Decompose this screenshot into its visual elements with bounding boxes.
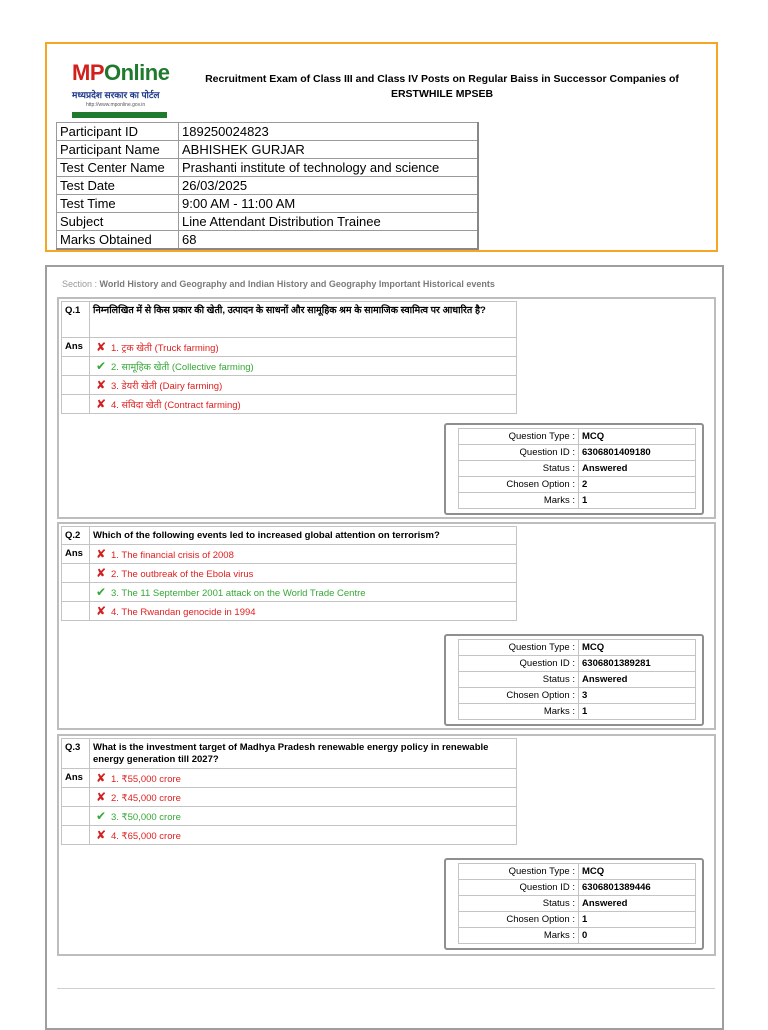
question-block: [57, 522, 716, 730]
meta-value: Answered: [579, 896, 696, 912]
meta-value: 2: [579, 477, 696, 493]
question-number: Q.3: [62, 739, 90, 769]
meta-value: MCQ: [579, 640, 696, 656]
response-sheet: [45, 265, 724, 1030]
meta-label: Marks :: [459, 928, 579, 944]
option-row: [62, 807, 517, 826]
info-value: 9:00 AM - 11:00 AM: [179, 195, 479, 213]
info-label: Test Center Name: [57, 159, 179, 177]
info-row: [57, 195, 479, 213]
option-wrong: [90, 376, 517, 395]
check-icon: ✔: [95, 809, 107, 823]
question-table: [61, 526, 517, 621]
question-number: Q.2: [62, 527, 90, 545]
info-row: [57, 123, 479, 141]
meta-row-id: [459, 656, 696, 672]
option-correct: [90, 357, 517, 376]
meta-row-id: [459, 445, 696, 461]
check-icon: ✔: [95, 585, 107, 599]
option-correct: [90, 807, 517, 826]
meta-label: Status :: [459, 672, 579, 688]
meta-label: Status :: [459, 896, 579, 912]
option-row: [62, 564, 517, 583]
cross-icon: ✘: [95, 566, 107, 580]
meta-label: Question ID :: [459, 880, 579, 896]
option-row: [62, 338, 517, 357]
ans-spacer: [62, 583, 90, 602]
section-name: World History and Geography and Indian History and Geography Important Historical events: [99, 279, 495, 289]
option-row: [62, 788, 517, 807]
meta-row-marks: [459, 493, 696, 509]
question-block: [57, 734, 716, 956]
option-wrong: [90, 788, 517, 807]
option-row: [62, 395, 517, 414]
cross-icon: ✘: [95, 378, 107, 392]
option-row: [62, 545, 517, 564]
meta-row-status: [459, 896, 696, 912]
check-icon: ✔: [95, 359, 107, 373]
ans-spacer: [62, 807, 90, 826]
question-meta: [444, 423, 704, 515]
meta-label: Chosen Option :: [459, 688, 579, 704]
option-row: [62, 602, 517, 621]
exam-header: [45, 42, 718, 252]
ans-label: Ans: [62, 545, 90, 564]
ans-spacer: [62, 564, 90, 583]
ans-label: Ans: [62, 769, 90, 788]
meta-row-type: [459, 640, 696, 656]
meta-row-chosen: [459, 688, 696, 704]
option-text: 1. ₹55,000 crore: [111, 774, 181, 785]
info-value: Line Attendant Distribution Trainee: [179, 213, 479, 231]
ans-spacer: [62, 376, 90, 395]
meta-label: Question ID :: [459, 656, 579, 672]
meta-row-id: [459, 880, 696, 896]
info-row: [57, 177, 479, 195]
option-row: [62, 826, 517, 845]
cross-icon: ✘: [95, 340, 107, 354]
question-meta-table: [458, 639, 696, 720]
logo-wordmark: MPOnline: [72, 60, 170, 85]
option-text: 3. ₹50,000 crore: [111, 812, 181, 823]
cross-icon: ✘: [95, 790, 107, 804]
question-text: What is the investment target of Madhya Pradesh renewable energy policy in renewable energy generation till 2027?: [90, 739, 517, 769]
option-wrong: [90, 338, 517, 357]
option-wrong: [90, 545, 517, 564]
option-text: 4. The Rwandan genocide in 1994: [111, 607, 256, 618]
question-meta-table: [458, 428, 696, 509]
meta-label: Marks :: [459, 704, 579, 720]
ans-spacer: [62, 602, 90, 621]
logo-subtitle: मध्यप्रदेश सरकार का पोर्टल: [72, 90, 160, 100]
meta-label: Chosen Option :: [459, 477, 579, 493]
option-row: [62, 583, 517, 602]
question-meta: [444, 858, 704, 950]
ans-label: Ans: [62, 338, 90, 357]
meta-value: MCQ: [579, 864, 696, 880]
question-table: [61, 738, 517, 845]
info-value: ABHISHEK GURJAR: [179, 141, 479, 159]
meta-row-marks: [459, 704, 696, 720]
info-row: [57, 141, 479, 159]
option-wrong: [90, 769, 517, 788]
option-text: 4. संविदा खेती (Contract farming): [111, 400, 241, 411]
option-text: 1. ट्रक खेती (Truck farming): [111, 343, 219, 354]
option-row: [62, 769, 517, 788]
info-label: Participant ID: [57, 123, 179, 141]
info-label: Subject: [57, 213, 179, 231]
meta-value: 6306801389446: [579, 880, 696, 896]
mponline-logo: [72, 54, 170, 118]
option-wrong: [90, 602, 517, 621]
ans-spacer: [62, 395, 90, 414]
meta-label: Question Type :: [459, 864, 579, 880]
meta-value: MCQ: [579, 429, 696, 445]
meta-label: Question Type :: [459, 429, 579, 445]
info-row: [57, 213, 479, 231]
option-text: 4. ₹65,000 crore: [111, 831, 181, 842]
meta-value: 1: [579, 493, 696, 509]
info-value: 68: [179, 231, 479, 250]
meta-value: 1: [579, 704, 696, 720]
info-label: Test Date: [57, 177, 179, 195]
cross-icon: ✘: [95, 771, 107, 785]
ans-spacer: [62, 788, 90, 807]
option-text: 2. सामूहिक खेती (Collective farming): [111, 362, 254, 373]
meta-value: 1: [579, 912, 696, 928]
question-table: [61, 301, 517, 414]
question-text: निम्नलिखित में से किस प्रकार की खेती, उत्पादन के साधनों और सामूहिक श्रम के सामाजिक स्वामित्व पर आधारित है?: [90, 302, 517, 338]
meta-label: Status :: [459, 461, 579, 477]
ans-spacer: [62, 826, 90, 845]
meta-label: Marks :: [459, 493, 579, 509]
option-wrong: [90, 826, 517, 845]
info-row: [57, 159, 479, 177]
ans-spacer: [62, 357, 90, 376]
exam-title: [182, 72, 702, 102]
option-text: 1. The financial crisis of 2008: [111, 550, 234, 561]
meta-row-status: [459, 672, 696, 688]
info-label: Test Time: [57, 195, 179, 213]
meta-row-chosen: [459, 477, 696, 493]
meta-label: Question Type :: [459, 640, 579, 656]
option-text: 3. The 11 September 2001 attack on the World Trade Centre: [111, 588, 366, 599]
question-text: Which of the following events led to increased global attention on terrorism?: [90, 527, 517, 545]
meta-row-marks: [459, 928, 696, 944]
option-row: [62, 357, 517, 376]
page-divider: [57, 988, 715, 989]
meta-row-type: [459, 429, 696, 445]
meta-value: 6306801409180: [579, 445, 696, 461]
meta-row-type: [459, 864, 696, 880]
question-meta: [444, 634, 704, 726]
question-meta-table: [458, 863, 696, 944]
info-label: Participant Name: [57, 141, 179, 159]
info-value: Prashanti institute of technology and science: [179, 159, 479, 177]
logo-url: http://www.mponline.gov.in: [86, 102, 146, 108]
cross-icon: ✘: [95, 828, 107, 842]
info-row: [57, 231, 479, 250]
exam-title-line2: ERSTWHILE MPSEB: [390, 88, 494, 100]
meta-value: Answered: [579, 672, 696, 688]
option-wrong: [90, 564, 517, 583]
exam-title-line1: Recruitment Exam of Class III and Class IV Posts on Regular Baiss in Successor Companies of: [205, 73, 679, 85]
option-row: [62, 376, 517, 395]
section-label: Section : World History and Geography and Indian History and Geography Important Historical events: [62, 279, 495, 289]
meta-label: Question ID :: [459, 445, 579, 461]
meta-row-chosen: [459, 912, 696, 928]
meta-value: 6306801389281: [579, 656, 696, 672]
participant-info-table: [56, 122, 479, 250]
cross-icon: ✘: [95, 547, 107, 561]
question-number: Q.1: [62, 302, 90, 338]
option-wrong: [90, 395, 517, 414]
option-correct: [90, 583, 517, 602]
meta-label: Chosen Option :: [459, 912, 579, 928]
cross-icon: ✘: [95, 397, 107, 411]
info-value: 26/03/2025: [179, 177, 479, 195]
info-value: 189250024823: [179, 123, 479, 141]
option-text: 2. ₹45,000 crore: [111, 793, 181, 804]
option-text: 2. The outbreak of the Ebola virus: [111, 569, 254, 580]
meta-value: 3: [579, 688, 696, 704]
meta-row-status: [459, 461, 696, 477]
question-block: [57, 297, 716, 519]
meta-value: 0: [579, 928, 696, 944]
info-label: Marks Obtained: [57, 231, 179, 250]
option-text: 3. डेयरी खेती (Dairy farming): [111, 381, 223, 392]
cross-icon: ✘: [95, 604, 107, 618]
meta-value: Answered: [579, 461, 696, 477]
logo-bar: [72, 112, 167, 118]
